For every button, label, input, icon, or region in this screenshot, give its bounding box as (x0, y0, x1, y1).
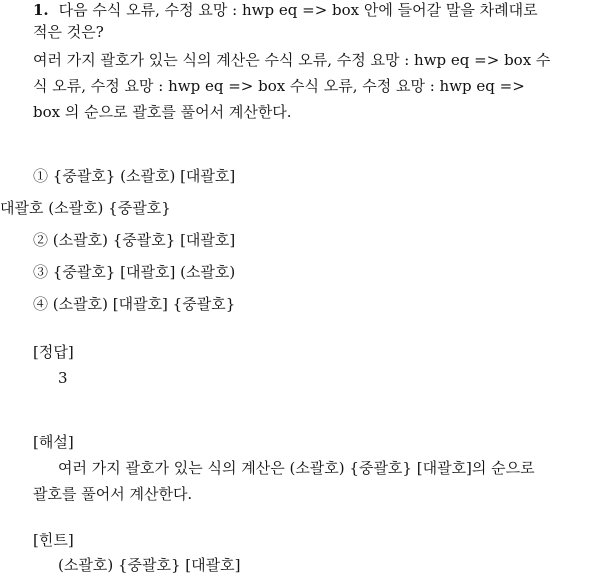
question-text-1: 다음 수식 오류, 수정 요망 : hwp eq => box 안에 들어갈 말을 차례대로 (58, 1, 538, 19)
choice-text: {중괄호} [대괄호] (소괄호) (52, 263, 236, 281)
answer-value: 3 (58, 369, 68, 387)
hint-label: [힌트] (33, 531, 74, 549)
choice-text: (소괄호) [대괄호] {중괄호} (52, 295, 236, 313)
choice-text: 대괄호 (소괄호) {중괄호} (0, 199, 171, 217)
choice-1[interactable] (33, 166, 235, 186)
choice-marker: ① (33, 167, 49, 185)
question-line-4: 식 오류, 수정 요망 : hwp eq => box 수식 오류, 수정 요망 : hwp eq => (33, 77, 525, 95)
choice-4[interactable] (33, 294, 235, 314)
answer-label: [정답] (33, 343, 74, 361)
choice-2[interactable] (33, 230, 235, 250)
question-number: 1. (33, 1, 49, 19)
question-line-3: 여러 가지 괄호가 있는 식의 계산은 수식 오류, 수정 요망 : hwp eq => box 수 (33, 51, 551, 69)
question-line-5: box 의 순으로 괄호를 풀어서 계산한다. (33, 103, 292, 121)
choice-marker: ④ (33, 295, 49, 313)
choice-marker: ② (33, 231, 49, 249)
question-line-2: 적은 것은? (33, 23, 104, 41)
question-line-1 (33, 0, 538, 20)
explanation-line-1: 여러 가지 괄호가 있는 식의 계산은 (소괄호) {중괄호} [대괄호]의 순으로 (58, 459, 535, 477)
choice-3[interactable] (33, 262, 235, 282)
hint-text: (소괄호) {중괄호} [대괄호] (58, 556, 241, 574)
choice-extra (0, 198, 171, 218)
choice-marker: ③ (33, 263, 49, 281)
explanation-label: [해설] (33, 433, 74, 451)
explanation-line-2: 괄호를 풀어서 계산한다. (33, 485, 193, 503)
choice-text: {중괄호} (소괄호) [대괄호] (52, 167, 236, 185)
choice-text: (소괄호) {중괄호} [대괄호] (52, 231, 236, 249)
